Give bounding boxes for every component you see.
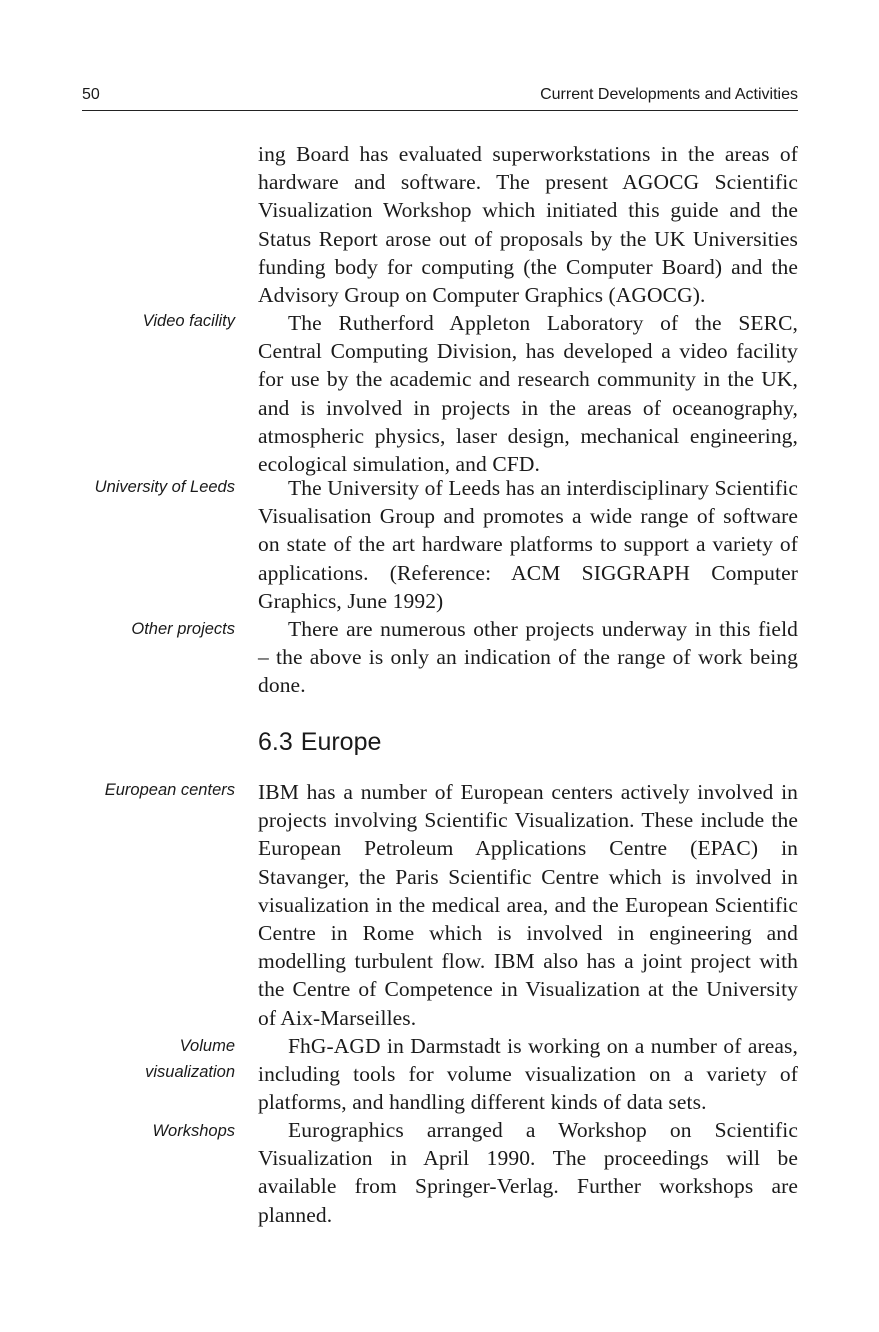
paragraph-rutherford: The Rutherford Appleton Laboratory of the SERC, Central Computing Division, has developed a video facility for use by the academic and research community in the UK, and is involved in projects in the areas of oceanography, atmospheric physics, laser design, mechanical engineering, ecological simulation, and CFD. — [258, 311, 798, 477]
running-head-title: Current Developments and Activities — [540, 86, 798, 103]
margin-note-video-facility: Video facility — [142, 312, 235, 330]
margin-note-volume-visualization — [145, 1033, 235, 1085]
section-number: 6.3 — [258, 728, 293, 756]
paragraph-eurographics: Eurographics arranged a Workshop on Scientific Visualization in April 1990. The proceedings will be available from Springer-Verlag. Further workshops are planned. — [258, 1118, 798, 1227]
page-number: 50 — [82, 86, 100, 103]
margin-note-workshops: Workshops — [152, 1122, 235, 1140]
paragraph-fhg-agd: FhG-AGD in Darmstadt is working on a number of areas, including tools for volume visualization on a variety of platforms, and handling different kinds of data sets. — [258, 1034, 798, 1115]
margin-note-university-of-leeds: University of Leeds — [94, 478, 235, 496]
section-heading — [258, 728, 389, 757]
paragraph-board-evaluation: ing Board has evaluated superworkstations in the areas of hardware and software. The present AGOCG Scientific Visualization Workshop which initiated this guide and the Status Report arose out of proposals by the UK Universities funding body for computing (the Computer Board) and the Advisory Group on Computer Graphics (AGOCG). — [258, 142, 798, 308]
section-title: Europe — [300, 728, 382, 756]
margin-note-volume-line1: Volume — [179, 1037, 235, 1055]
paragraph-ibm-centers: IBM has a number of European centers actively involved in projects involving Scientific Visualization. These include the European Petroleum Applications Centre (EPAC) in Stavanger, the Paris Scientific Centre which is involved in visualization in the medical area, and the European Scientific Centre in Rome which is involved in engineering and modelling turbulent flow. IBM also has a joint project with the Centre of Competence in Visualization at the University of Aix-Marseilles. — [258, 780, 798, 1030]
paragraph-leeds: The University of Leeds has an interdisciplinary Scientific Visualisation Group and promotes a wide range of software on state of the art hardware platforms to support a variety of applications. (Reference: ACM SIGGRAPH Computer Graphics, June 1992) — [258, 476, 798, 613]
paragraph-other-projects: There are numerous other projects underway in this field – the above is only an indication of the range of work being done. — [258, 617, 798, 698]
running-head — [82, 86, 798, 111]
margin-note-other-projects: Other projects — [131, 620, 235, 638]
margin-note-european-centers: European centers — [104, 781, 235, 799]
margin-note-volume-line2: visualization — [145, 1063, 235, 1081]
